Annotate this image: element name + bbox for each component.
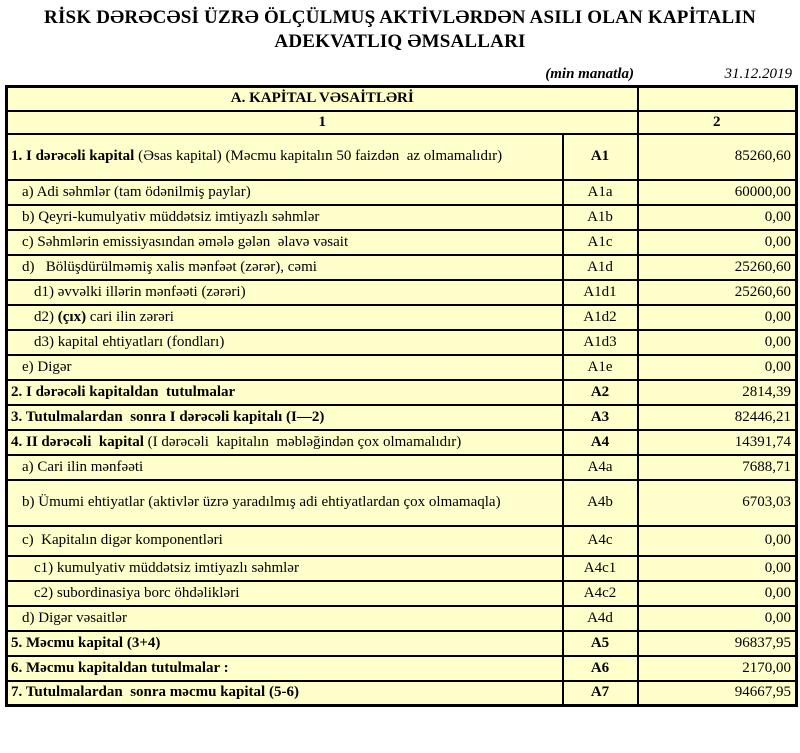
capital-table-body xyxy=(7,134,797,706)
row-code-cell: A5 xyxy=(563,631,638,656)
table-row xyxy=(7,631,797,656)
column-1-header: 1 xyxy=(7,111,638,134)
row-code-cell: A1d2 xyxy=(563,305,638,330)
row-label-cell xyxy=(7,606,563,631)
row-label-part: c2) subordinasiya borc öhdəlikləri xyxy=(34,584,240,601)
row-value-cell: 94667,95 xyxy=(638,681,797,706)
row-label-part: c) Səhmlərin emissiyasından əmələ gələn əlavə vəsait xyxy=(22,233,349,250)
row-label-part: 4. II dərəcəli kapital xyxy=(11,433,144,450)
row-value-cell: 96837,95 xyxy=(638,631,797,656)
row-code-cell: A4b xyxy=(563,480,638,526)
row-code-cell: A6 xyxy=(563,656,638,681)
table-row xyxy=(7,280,797,305)
row-code-cell: A4 xyxy=(563,430,638,455)
row-label-part: (I dərəcəli kapitalın məbləğindən çox olmamalıdır) xyxy=(143,433,462,450)
row-label-part: d3) kapital ehtiyatları (fondları) xyxy=(34,333,225,350)
row-label-part: c) Kapitalın digər komponentləri xyxy=(22,532,223,548)
row-label-cell xyxy=(7,681,563,706)
row-code-cell: A7 xyxy=(563,681,638,706)
row-code-cell: A1d3 xyxy=(563,330,638,355)
row-code-cell: A4c xyxy=(563,526,638,556)
table-row xyxy=(7,656,797,681)
row-code-cell: A1d xyxy=(563,255,638,280)
row-value-cell: 0,00 xyxy=(638,355,797,380)
table-row xyxy=(7,305,797,330)
row-label-part: 6. Məcmu kapitaldan tutulmalar : xyxy=(11,659,229,676)
table-row xyxy=(7,205,797,230)
report-title xyxy=(0,6,800,54)
row-label-cell xyxy=(7,556,563,581)
row-label-part: d) Digər vəsaitlər xyxy=(22,609,127,626)
table-row xyxy=(7,681,797,706)
row-label-cell xyxy=(7,255,563,280)
table-row xyxy=(7,455,797,480)
row-label-cell xyxy=(7,230,563,255)
table-row xyxy=(7,405,797,430)
row-value-cell: 2814,39 xyxy=(638,380,797,405)
table-row xyxy=(7,581,797,606)
row-label-cell xyxy=(7,526,563,556)
row-label-cell xyxy=(7,355,563,380)
unit-note: (min manatla) xyxy=(545,66,634,82)
row-label-cell xyxy=(7,180,563,205)
row-label-part: (Əsas kapital) (Məcmu kapitalın 50 faizdən az olmamalıdır) xyxy=(134,148,503,164)
row-label-part: cari ilin zərəri xyxy=(86,308,174,325)
row-code-cell: A4c2 xyxy=(563,581,638,606)
row-value-cell: 0,00 xyxy=(638,556,797,581)
row-value-cell: 0,00 xyxy=(638,230,797,255)
table-row xyxy=(7,355,797,380)
row-label-part: b) Ümumi ehtiyatlar (aktivlər üzrə yaradılmış adi ehtiyatlardan çox olmamaqla) xyxy=(22,494,501,510)
row-label-cell xyxy=(7,480,563,526)
row-label-cell xyxy=(7,305,563,330)
row-label-part: d1) əvvəlki illərin mənfəəti (zərəri) xyxy=(34,283,246,300)
row-value-cell: 0,00 xyxy=(638,606,797,631)
row-label-part: d) Bölüşdürülməmiş xalis mənfəət (zərər), cəmi xyxy=(22,258,317,275)
row-label-cell xyxy=(7,581,563,606)
row-label-part: 7. Tutulmalardan sonra məcmu kapital (5-6) xyxy=(11,684,299,701)
row-label-cell xyxy=(7,455,563,480)
section-header-row xyxy=(7,87,797,111)
meta-row xyxy=(5,64,795,83)
table-row xyxy=(7,255,797,280)
row-value-cell: 82446,21 xyxy=(638,405,797,430)
row-label-cell xyxy=(7,280,563,305)
row-code-cell: A1c xyxy=(563,230,638,255)
table-row xyxy=(7,134,797,180)
row-label-part: 5. Məcmu kapital (3+4) xyxy=(11,634,161,651)
table-row xyxy=(7,380,797,405)
column-number-row xyxy=(7,111,797,134)
row-value-cell: 14391,74 xyxy=(638,430,797,455)
row-code-cell: A4a xyxy=(563,455,638,480)
column-2-header: 2 xyxy=(638,111,797,134)
row-label-part: 2. I dərəcəli kapitaldan tutulmalar xyxy=(11,383,236,400)
table-row xyxy=(7,430,797,455)
row-code-cell: A1e xyxy=(563,355,638,380)
row-label-cell xyxy=(7,380,563,405)
row-code-cell: A2 xyxy=(563,380,638,405)
row-code-cell: A1b xyxy=(563,205,638,230)
row-label-part: a) Adi səhmlər (tam ödənilmiş paylar) xyxy=(22,183,251,200)
table-row xyxy=(7,180,797,205)
row-value-cell: 2170,00 xyxy=(638,656,797,681)
table-row xyxy=(7,330,797,355)
row-label-cell xyxy=(7,631,563,656)
row-label-cell xyxy=(7,134,563,180)
row-label-part: 1. I dərəcəli kapital xyxy=(11,148,135,164)
row-label-part: d2) xyxy=(34,308,58,325)
row-label-cell xyxy=(7,205,563,230)
row-code-cell: A3 xyxy=(563,405,638,430)
section-header-cell: A. KAPİTAL VƏSAİTLƏRİ xyxy=(7,87,638,111)
capital-table xyxy=(5,85,798,707)
row-label-cell xyxy=(7,430,563,455)
row-label-part: c1) kumulyativ müddətsiz imtiyazlı səhmlər xyxy=(34,559,299,576)
row-value-cell: 0,00 xyxy=(638,526,797,556)
row-label-part: 3. Tutulmalardan sonra I dərəcəli kapitalı (I—2) xyxy=(11,408,325,425)
table-row xyxy=(7,230,797,255)
row-label-part: a) Cari ilin mənfəəti xyxy=(22,458,144,475)
report-title-line1: RİSK DƏRƏCƏSİ ÜZRƏ ÖLÇÜLMUŞ AKTİVLƏRDƏN ASILI OLAN KAPİTALIN xyxy=(44,7,756,28)
report-title-line2: ADEKVATLIQ ƏMSALLARI xyxy=(274,31,526,52)
row-label-cell xyxy=(7,405,563,430)
row-code-cell: A1a xyxy=(563,180,638,205)
row-label-part: e) Digər xyxy=(22,358,72,375)
row-code-cell: A1d1 xyxy=(563,280,638,305)
table-row xyxy=(7,480,797,526)
row-label-part: b) Qeyri-kumulyativ müddətsiz imtiyazlı səhmlər xyxy=(22,208,320,225)
row-value-cell: 60000,00 xyxy=(638,180,797,205)
table-row xyxy=(7,556,797,581)
row-value-cell: 7688,71 xyxy=(638,455,797,480)
row-label-cell xyxy=(7,656,563,681)
row-label-cell xyxy=(7,330,563,355)
row-value-cell: 25260,60 xyxy=(638,280,797,305)
table-row xyxy=(7,526,797,556)
row-code-cell: A4c1 xyxy=(563,556,638,581)
row-value-cell: 0,00 xyxy=(638,205,797,230)
row-value-cell: 6703,03 xyxy=(638,480,797,526)
row-code-cell: A1 xyxy=(563,134,638,180)
report-date: 31.12.2019 xyxy=(724,66,792,82)
row-value-cell: 0,00 xyxy=(638,330,797,355)
row-value-cell: 25260,60 xyxy=(638,255,797,280)
row-code-cell: A4d xyxy=(563,606,638,631)
row-label-part: (çıx) xyxy=(57,308,87,325)
row-value-cell: 0,00 xyxy=(638,581,797,606)
row-value-cell: 0,00 xyxy=(638,305,797,330)
section-header-empty-cell xyxy=(638,87,797,111)
table-row xyxy=(7,606,797,631)
row-value-cell: 85260,60 xyxy=(638,134,797,180)
